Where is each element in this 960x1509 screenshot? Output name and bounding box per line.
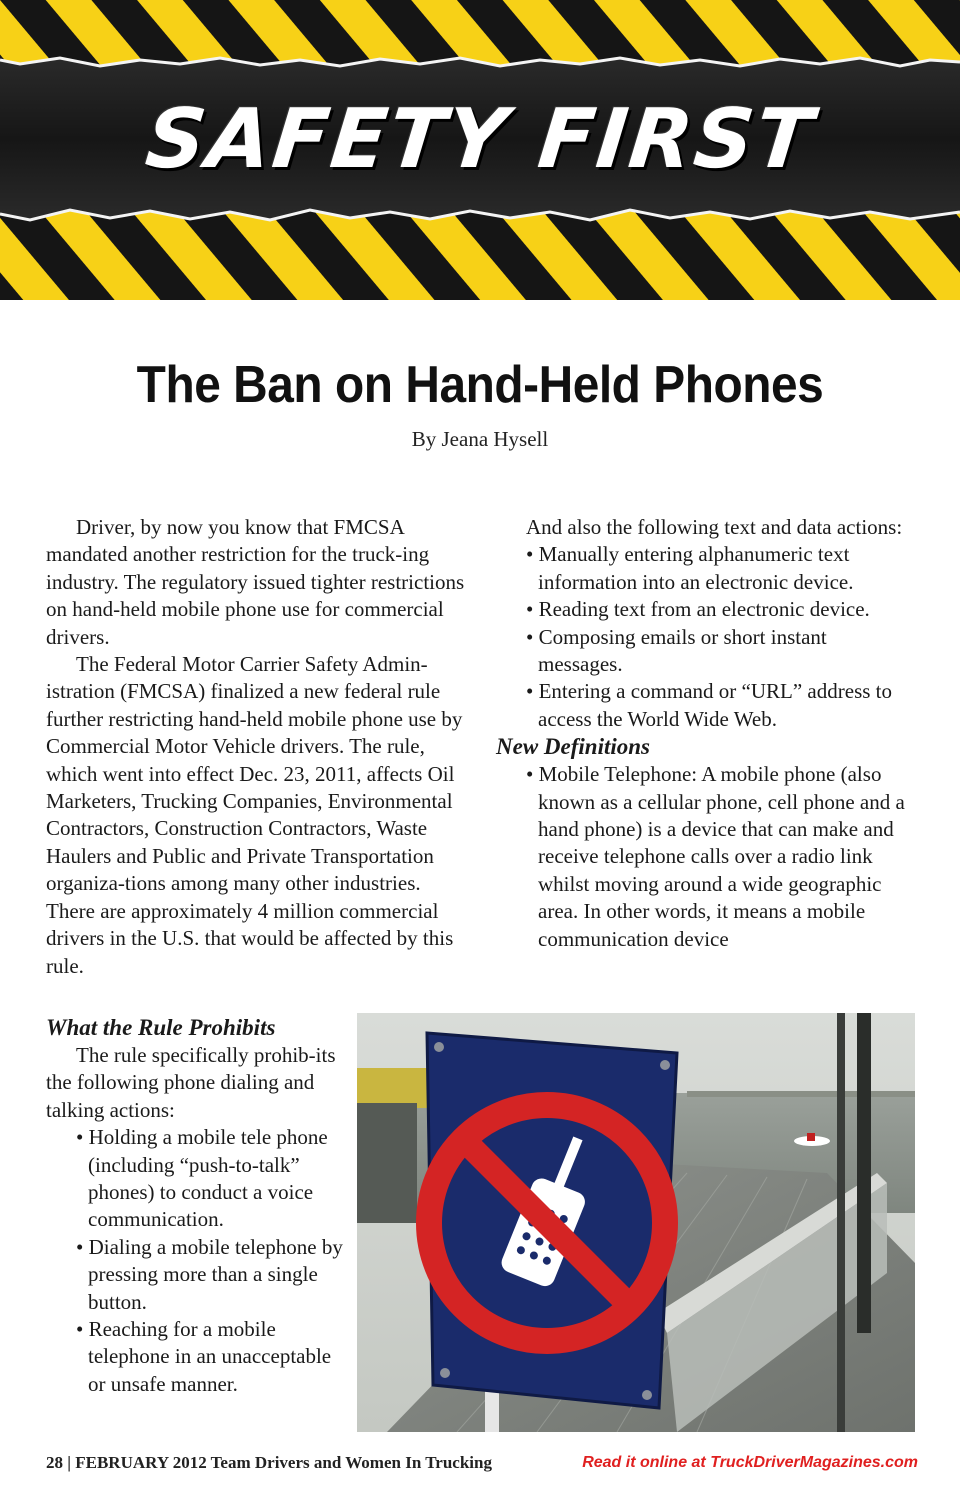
footer-website-link[interactable]: Read it online at TruckDriverMagazines.com (582, 1454, 918, 1471)
definitions-heading: New Definitions (496, 734, 650, 760)
no-phone-sign-image (357, 1013, 915, 1432)
intro-paragraph: Driver, by now you know that FMCSA mandated another restriction for the truck-ing industry. The regulatory issued tighter restrictions on hand-held mobile phone use for commercial drivers. (46, 515, 465, 649)
text-action-bullet: • Composing emails or short instant messages. (526, 624, 827, 677)
article-headline: The Ban on Hand-Held Phones (136, 356, 824, 414)
right-column (496, 514, 916, 953)
text-action-bullet: • Entering a command or “URL” address to access the World Wide Web. (526, 679, 892, 731)
prohibits-intro: The rule specifically prohib-its the following phone dialing and talking actions: (46, 1043, 336, 1122)
prohibits-bullet: • Dialing a mobile telephone by pressing more than a single button. (76, 1234, 343, 1314)
footer-issue-info: 28 | FEBRUARY 2012 Team Drivers and Women In Trucking (46, 1453, 492, 1472)
left-column (46, 514, 466, 980)
no-phone-sign-photo (357, 1013, 915, 1432)
rule-paragraph: The Federal Motor Carrier Safety Admin-istration (FMCSA) finalized a new federal rule further restricting hand-held mobile phone use by Commercial Motor Vehicle drivers. The rule, which went into effect Dec. 23, 2011, affects Oil Marketers, Trucking Companies, Environmental Contractors, Construction Contractors, Waste Haulers and Public and Private Transportation organiza-tions among many other industries. There are approximately 4 million commercial drivers in the U.S. that would be affected by this rule. (46, 652, 463, 978)
prohibits-section (46, 1014, 346, 1398)
article-byline: By Jeana Hysell (411, 427, 549, 451)
text-action-bullet: • Reading text from an electronic device. (526, 597, 870, 622)
safety-banner (0, 0, 960, 300)
text-action-bullet: • Manually entering alphanumeric text information into an electronic device. (526, 542, 854, 594)
prohibits-heading: What the Rule Prohibits (46, 1015, 276, 1040)
banner-title: SAFETY FIRST (141, 92, 819, 187)
prohibits-bullet: • Holding a mobile tele phone (including “push-to-talk” phones) to conduct a voice communication. (76, 1125, 328, 1232)
definition-bullet: • Mobile Telephone: A mobile phone (also known as a cellular phone, cell phone and a hand phone) is a device that can make and receive telephone calls over a radio link whilst moving around a wide geographic area. In other words, it means a mobile communication device (526, 762, 905, 951)
prohibits-bullet: • Reaching for a mobile telephone in an unacceptable or unsafe manner. (76, 1317, 332, 1396)
text-actions-intro: And also the following text and data actions: (526, 515, 903, 539)
